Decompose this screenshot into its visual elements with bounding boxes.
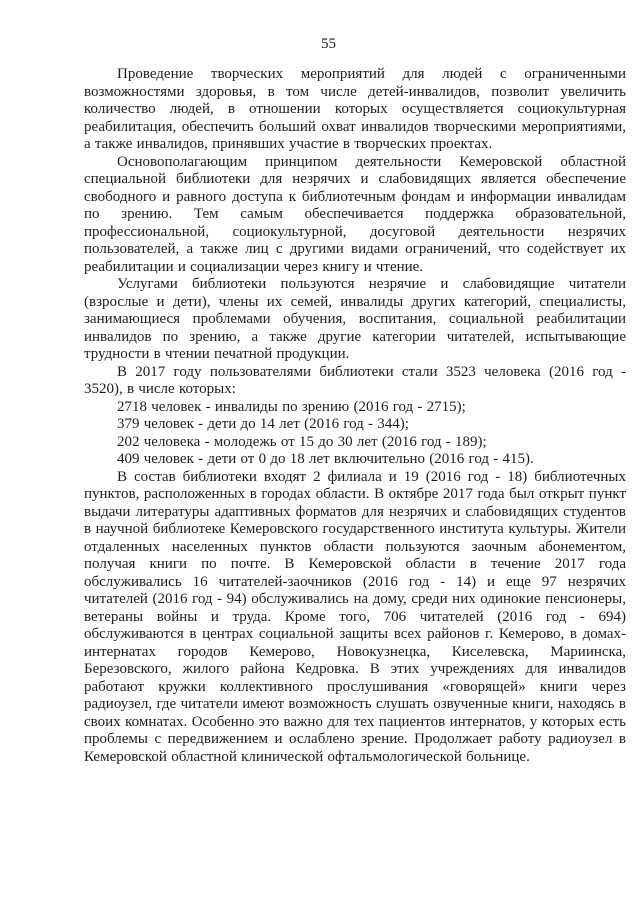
list-item-children-under-14: 379 человек - дети до 14 лет (2016 год - 344); bbox=[117, 416, 409, 432]
paragraph-library-principle: Основополагающим принципом деятельности Кемеровской областной специальной библиотеки для незрячих и слабовидящих является обеспечение свободного и равного доступа к библиотечным фондам и информации инвалидам по зрению. Тем самым обеспечивается поддержка образовательной, профессиональной, социокультурной, досуговой деятельности незрячих пользователей, а также лиц с другими видами ограничений, что содействует их реабилитации и социализации через книгу и чтение. bbox=[84, 153, 626, 275]
list-item-youth-15-30: 202 человека - молодежь от 15 до 30 лет (2016 год - 189); bbox=[117, 433, 487, 450]
paragraph-library-structure: В состав библиотеки входят 2 филиала и 19 (2016 год - 18) библиотечных пунктов, расположенных в городах области. В октябре 2017 года был открыт пункт выдачи литературы адаптивных форматов для незрячих и слабовидящих студентов в научной библиотеке Кемеровского государственного института культуры. Жители отдаленных населенных пунктов области пользуются заочным абонементом, получая книги по почте. В Кемеровской области в течение 2017 года обслуживались 16 читателей-заочников (2016 год - 14) и еще 97 незрячих читателей (2016 год - 94) обслуживались на дому, среди них одинокие пенсионеры, ветераны войны и труда. Кроме того, 706 читателей (2016 год - 694) обслуживаются в центрах социальной защиты всех районов г. Кемерово, в домах-интернатах городов Кемерово, Новокузнецка, Киселевска, Мариинска, Березовского, жилого района Кедровка. В этих учреждениях для инвалидов работают кружки коллективного прослушивания «говорящей» книги через радиоузел, где читатели имеют возможность слушать озвученные книги, находясь в своих комнатах. Особенно это важно для тех пациентов интернатов, у которых есть проблемы с передвижением и ослаблено зрение. Продолжает работу радиоузел в Кемеровской областной клинической офтальмологической больнице. bbox=[84, 468, 626, 765]
page-number: 55 bbox=[321, 36, 336, 52]
paragraph-creative-events: Проведение творческих мероприятий для людей с ограниченными возможностями здоровья, в том числе детей-инвалидов, позволит увеличить количество людей, в отношении которых осуществляется социокультурная реабилитация, обеспечить больший охват инвалидов творческими мероприятиями, а также инвалидов, принявших участие в творческих проектах. bbox=[84, 66, 626, 152]
paragraph-users-2017-intro: В 2017 году пользователями библиотеки стали 3523 человека (2016 год - 3520), в числе которых: bbox=[84, 363, 626, 397]
paragraph-library-users: Услугами библиотеки пользуются незрячие и слабовидящие читатели (взрослые и дети), члены их семей, инвалиды других категорий, специалисты, занимающиеся проблемами обучения, воспитания, социальной реабилитации инвалидов по зрению, а также другие категории читателей, испытывающие трудности в чтении печатной продукции. bbox=[84, 276, 626, 362]
document-body bbox=[84, 66, 626, 766]
list-item-children-0-18: 409 человек - дети от 0 до 18 лет включительно (2016 год - 415). bbox=[117, 451, 534, 467]
list-item-blind-invalids: 2718 человек - инвалиды по зрению (2016 год - 2715); bbox=[117, 398, 466, 415]
